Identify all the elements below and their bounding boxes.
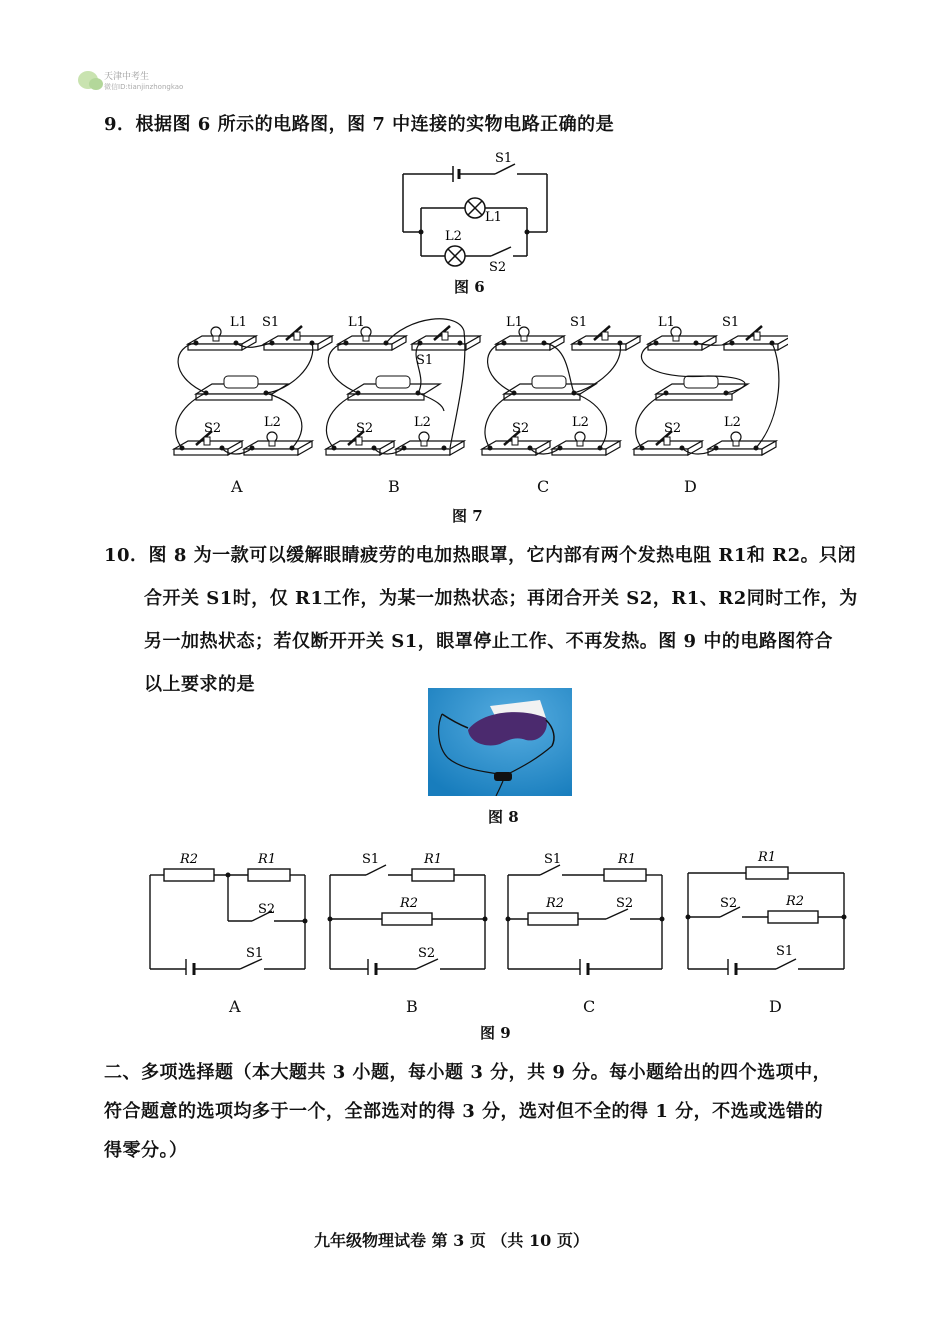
- fig9-option-b-circuit: [330, 865, 485, 975]
- fig7-caption: 图 7: [452, 507, 483, 525]
- fig9-b-s2: S2: [418, 946, 436, 961]
- fig7-option-d: D: [684, 477, 697, 496]
- q10-line3: 另一加热状态；若仅断开开关 S1，眼罩停止工作、不再发热。图 9 中的电路图符合: [144, 631, 833, 652]
- fig7-b-l2: L2: [414, 415, 431, 430]
- fig8-eye-mask-photo: [428, 688, 572, 796]
- fig8-caption: 图 8: [488, 808, 519, 826]
- fig7-d-l2: L2: [724, 415, 741, 430]
- fig6-l1-label: L1: [485, 210, 502, 225]
- watermark-sub: 微信ID:tianjinzhongkao: [104, 83, 184, 91]
- fig7-a-s1: S1: [262, 315, 280, 330]
- fig7-option-c-circuit: [482, 326, 640, 455]
- fig7-b-l1: L1: [348, 315, 365, 330]
- fig7-a-l1: L1: [230, 315, 247, 330]
- fig7-c-s2: S2: [512, 421, 530, 436]
- fig7-option-b-circuit: [326, 319, 480, 455]
- fig9-c-r2: R2: [546, 896, 565, 911]
- fig9-a-r1: R1: [258, 852, 277, 867]
- fig9-d-r1: R1: [758, 850, 777, 865]
- fig7-option-a-circuit: [174, 326, 332, 455]
- section2-line3: 得零分。）: [104, 1140, 188, 1161]
- fig9-option-a-circuit: [150, 869, 305, 975]
- fig9-option-c: C: [583, 997, 596, 1016]
- q10-line1: 10．图 8 为一款可以缓解眼睛疲劳的电加热眼罩，它内部有两个发热电阻 R1和 R2。只闭: [104, 545, 857, 566]
- fig7-a-s2: S2: [204, 421, 222, 436]
- fig9-circuits: [140, 845, 860, 975]
- fig7-option-d-circuit: [634, 326, 788, 455]
- fig9-c-s1: S1: [544, 852, 562, 867]
- fig9-option-b: B: [406, 997, 418, 1016]
- fig9-d-s2: S2: [720, 896, 738, 911]
- watermark-name: 天津中考生: [104, 72, 150, 82]
- fig9-option-d-circuit: [688, 867, 844, 975]
- section2-line1: 二、多项选择题（本大题共 3 小题，每小题 3 分，共 9 分。每小题给出的四个选项中，: [104, 1062, 832, 1083]
- fig7-d-l1: L1: [658, 315, 675, 330]
- fig9-option-d: D: [769, 997, 782, 1016]
- fig7-c-l1: L1: [506, 315, 523, 330]
- fig9-a-s2: S2: [258, 902, 276, 917]
- fig9-caption: 图 9: [480, 1024, 511, 1042]
- fig9-c-s2: S2: [616, 896, 634, 911]
- fig9-b-r1: R1: [424, 852, 443, 867]
- fig6-circuit: [395, 150, 560, 275]
- fig6-l2-label: L2: [445, 229, 462, 244]
- fig7-d-s1: S1: [722, 315, 740, 330]
- fig9-b-s1: S1: [362, 852, 380, 867]
- fig9-option-c-circuit: [508, 865, 662, 975]
- fig7-a-l2: L2: [264, 415, 281, 430]
- fig9-d-s1: S1: [776, 944, 794, 959]
- fig9-option-a: A: [229, 997, 241, 1016]
- fig7-option-c: C: [537, 477, 550, 496]
- fig9-a-s1: S1: [246, 946, 264, 961]
- fig6-caption: 图 6: [454, 278, 485, 296]
- fig7-c-l2: L2: [572, 415, 589, 430]
- section2-line2: 符合题意的选项均多于一个，全部选对的得 3 分，选对但不全的得 1 分，不选或选错的: [104, 1101, 824, 1122]
- fig7-c-s1: S1: [570, 315, 588, 330]
- q10-line2: 合开关 S1时，仅 R1工作，为某一加热状态；再闭合开关 S2，R1、R2同时工作，为: [144, 588, 858, 609]
- fig7-option-b: B: [388, 477, 400, 496]
- fig7-physical-circuits: [168, 306, 788, 471]
- fig9-c-r1: R1: [618, 852, 637, 867]
- fig9-d-r2: R2: [786, 894, 805, 909]
- fig7-option-a: A: [231, 477, 243, 496]
- fig6-s2-label: S2: [489, 260, 507, 275]
- fig9-a-r2: R2: [180, 852, 199, 867]
- fig6-s1-label: S1: [495, 151, 513, 166]
- q10-line4: 以上要求的是: [144, 674, 255, 695]
- fig7-b-s1: S1: [416, 353, 434, 368]
- fig7-d-s2: S2: [664, 421, 682, 436]
- fig7-b-s2: S2: [356, 421, 374, 436]
- q9-text: 9．根据图 6 所示的电路图，图 7 中连接的实物电路正确的是: [104, 114, 615, 135]
- fig9-b-r2: R2: [400, 896, 419, 911]
- page-footer: 九年级物理试卷 第 3 页 （共 10 页）: [314, 1231, 589, 1250]
